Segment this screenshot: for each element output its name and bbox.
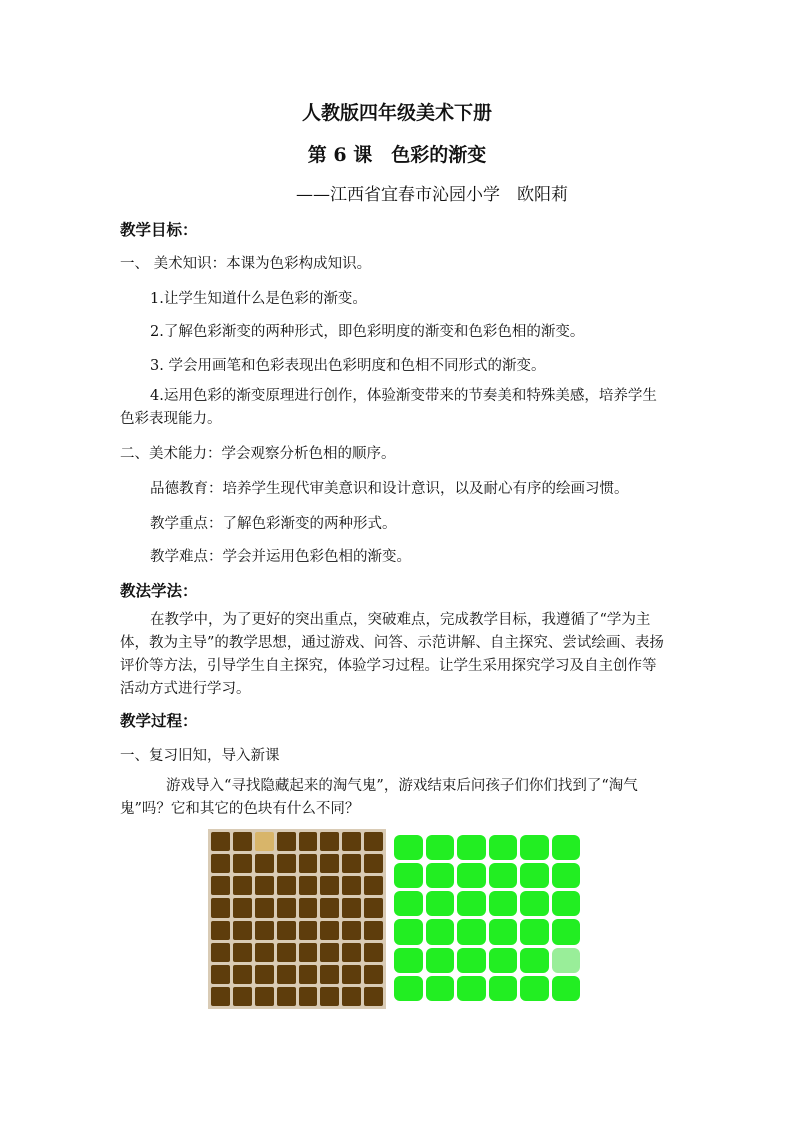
- brown-color-puzzle: [208, 829, 386, 1009]
- teaching-difficulty: 教学难点：学会并运用色彩色相的渐变。: [150, 549, 411, 565]
- green-puzzle-cell: [394, 919, 423, 944]
- brown-puzzle-cell: [320, 898, 339, 917]
- brown-puzzle-cell: [364, 943, 383, 962]
- brown-puzzle-cell: [299, 854, 318, 873]
- green-puzzle-cell: [457, 863, 486, 888]
- green-puzzle-cell: [489, 835, 518, 860]
- green-puzzle-cell: [520, 948, 549, 973]
- green-color-puzzle: [394, 835, 580, 1001]
- brown-puzzle-cell: [211, 921, 230, 940]
- brown-puzzle-cell: [233, 876, 252, 895]
- brown-puzzle-cell: [342, 876, 361, 895]
- brown-puzzle-cell: [255, 854, 274, 873]
- green-puzzle-cell: [426, 891, 455, 916]
- brown-puzzle-cell: [342, 987, 361, 1006]
- brown-puzzle-cell: [211, 898, 230, 917]
- brown-puzzle-cell: [342, 921, 361, 940]
- brown-puzzle-cell: [255, 898, 274, 917]
- green-puzzle-cell: [552, 919, 581, 944]
- brown-puzzle-cell: [320, 987, 339, 1006]
- green-puzzle-cell: [489, 976, 518, 1001]
- brown-puzzle-cell: [233, 965, 252, 984]
- green-puzzle-cell: [552, 891, 581, 916]
- brown-puzzle-cell: [364, 832, 383, 851]
- brown-puzzle-cell: [299, 832, 318, 851]
- brown-puzzle-cell: [299, 898, 318, 917]
- green-puzzle-cell: [394, 976, 423, 1001]
- brown-puzzle-cell: [299, 943, 318, 962]
- brown-puzzle-cell: [299, 965, 318, 984]
- brown-puzzle-odd-cell: [255, 832, 274, 851]
- green-puzzle-cell: [394, 948, 423, 973]
- brown-puzzle-cell: [342, 965, 361, 984]
- green-puzzle-cell: [489, 948, 518, 973]
- brown-puzzle-cell: [255, 921, 274, 940]
- author-line: ——江西省宜春市沁园小学 欧阳莉: [296, 185, 568, 205]
- brown-puzzle-cell: [233, 987, 252, 1006]
- green-puzzle-cell: [457, 891, 486, 916]
- objective-ability: 二、美术能力：学会观察分析色相的顺序。: [120, 446, 396, 462]
- green-puzzle-cell: [457, 835, 486, 860]
- document-title: 人教版四年级美术下册: [301, 102, 492, 124]
- brown-puzzle-cell: [211, 876, 230, 895]
- green-puzzle-cell: [489, 863, 518, 888]
- brown-puzzle-cell: [233, 943, 252, 962]
- brown-puzzle-cell: [320, 965, 339, 984]
- brown-puzzle-cell: [277, 943, 296, 962]
- objective-sub-3: 3. 学会用画笔和色彩表现出色彩明度和色相不同形式的渐变。: [150, 358, 546, 374]
- brown-puzzle-cell: [364, 987, 383, 1006]
- brown-puzzle-cell: [299, 921, 318, 940]
- methods-paragraph: 在教学中，为了更好的突出重点，突破难点，完成教学目标，我遵循了“学为主体，教为主导”的教学思想，通过游戏、问答、示范讲解、自主探究、尝试绘画、表扬评价等方法，引导学生自主探究，体验学习过程。让学生采用探究学习及自主创作等活动方式进行学习。: [120, 612, 664, 697]
- brown-puzzle-cell: [299, 876, 318, 895]
- brown-puzzle-cell: [211, 965, 230, 984]
- brown-puzzle-cell: [364, 854, 383, 873]
- brown-puzzle-cell: [364, 898, 383, 917]
- green-puzzle-cell: [426, 919, 455, 944]
- brown-puzzle-cell: [233, 854, 252, 873]
- green-puzzle-cell: [489, 891, 518, 916]
- objectives-heading: 教学目标：: [120, 220, 198, 239]
- brown-puzzle-cell: [320, 943, 339, 962]
- green-puzzle-cell: [552, 863, 581, 888]
- brown-puzzle-cell: [255, 965, 274, 984]
- brown-puzzle-cell: [320, 854, 339, 873]
- brown-puzzle-cell: [277, 921, 296, 940]
- brown-puzzle-cell: [211, 943, 230, 962]
- objective-sub-1: 1.让学生知道什么是色彩的渐变。: [150, 291, 367, 307]
- green-puzzle-cell: [394, 891, 423, 916]
- brown-puzzle-cell: [299, 987, 318, 1006]
- teaching-key-point: 教学重点：了解色彩渐变的两种形式。: [150, 516, 397, 532]
- game-intro: 游戏导入“寻找隐藏起来的淘气鬼”，游戏结束后问孩子们你们找到了“淘气鬼”吗？它和其它的色块有什么不同？: [120, 778, 638, 817]
- brown-puzzle-cell: [342, 943, 361, 962]
- brown-puzzle-cell: [277, 876, 296, 895]
- process-heading: 教学过程：: [120, 711, 198, 730]
- brown-puzzle-cell: [255, 876, 274, 895]
- green-puzzle-odd-cell: [552, 948, 581, 973]
- green-puzzle-cell: [426, 976, 455, 1001]
- brown-puzzle-cell: [364, 876, 383, 895]
- green-puzzle-cell: [552, 976, 581, 1001]
- green-puzzle-cell: [457, 948, 486, 973]
- brown-puzzle-cell: [211, 854, 230, 873]
- green-puzzle-cell: [520, 863, 549, 888]
- methods-heading: 教法学法：: [120, 581, 198, 600]
- brown-puzzle-cell: [233, 832, 252, 851]
- brown-puzzle-cell: [277, 965, 296, 984]
- brown-puzzle-cell: [320, 832, 339, 851]
- brown-puzzle-cell: [364, 965, 383, 984]
- green-puzzle-cell: [552, 835, 581, 860]
- brown-puzzle-cell: [364, 921, 383, 940]
- green-puzzle-cell: [520, 919, 549, 944]
- green-puzzle-cell: [489, 919, 518, 944]
- process-step-1: 一、复习旧知，导入新课: [120, 748, 280, 764]
- green-puzzle-cell: [520, 891, 549, 916]
- brown-puzzle-cell: [277, 832, 296, 851]
- objective-knowledge: 一、 美术知识：本课为色彩构成知识。: [120, 256, 372, 272]
- brown-puzzle-cell: [255, 943, 274, 962]
- green-puzzle-cell: [426, 863, 455, 888]
- brown-puzzle-cell: [233, 921, 252, 940]
- green-puzzle-cell: [457, 976, 486, 1001]
- green-puzzle-cell: [457, 919, 486, 944]
- green-puzzle-cell: [426, 948, 455, 973]
- brown-puzzle-cell: [342, 832, 361, 851]
- green-puzzle-cell: [394, 835, 423, 860]
- brown-puzzle-cell: [277, 987, 296, 1006]
- green-puzzle-cell: [520, 835, 549, 860]
- brown-puzzle-cell: [211, 832, 230, 851]
- brown-puzzle-cell: [233, 898, 252, 917]
- brown-puzzle-cell: [342, 854, 361, 873]
- brown-puzzle-cell: [255, 987, 274, 1006]
- green-puzzle-cell: [394, 863, 423, 888]
- brown-puzzle-cell: [211, 987, 230, 1006]
- lesson-title: 第 6 课 色彩的渐变: [307, 144, 487, 166]
- brown-puzzle-cell: [320, 876, 339, 895]
- green-puzzle-cell: [426, 835, 455, 860]
- green-puzzle-cell: [520, 976, 549, 1001]
- moral-education: 品德教育：培养学生现代审美意识和设计意识，以及耐心有序的绘画习惯。: [150, 481, 629, 497]
- brown-puzzle-cell: [320, 921, 339, 940]
- brown-puzzle-cell: [277, 898, 296, 917]
- objective-sub-2: 2.了解色彩渐变的两种形式，即色彩明度的渐变和色彩色相的渐变。: [150, 324, 585, 340]
- objective-sub-4: 4.运用色彩的渐变原理进行创作，体验渐变带来的节奏美和特殊美感，培养学生色彩表现能力。: [120, 388, 657, 427]
- brown-puzzle-cell: [277, 854, 296, 873]
- brown-puzzle-cell: [342, 898, 361, 917]
